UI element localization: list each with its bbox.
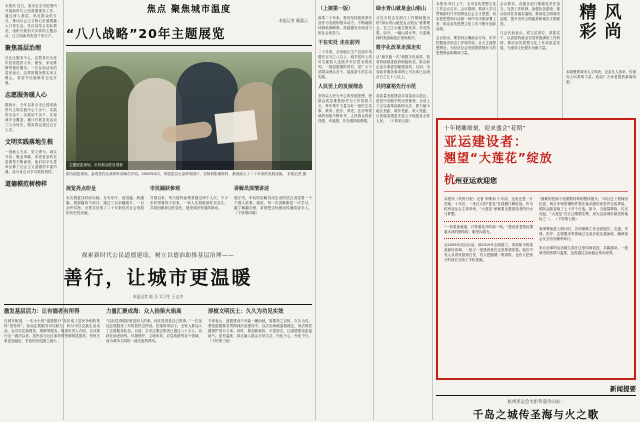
mid2-body-3: 高质量发展建设共同富裕示范区，是党中央赋予的光荣使命。全省上下正以改革创新的办法，着力缩小地区差距、城乡差距、收入差距，让发展成果更多更公平地惠及全体人民。 （下转第五版） bbox=[376, 94, 430, 123]
bottom-column-2 bbox=[106, 308, 202, 416]
featured-col-2 bbox=[539, 197, 628, 263]
news-digest-sub: 杭州亚运会火炬传递舟山站： bbox=[507, 400, 565, 405]
top-kicker: 焦点 聚焦城市温度 bbox=[146, 5, 232, 15]
section-masthead bbox=[566, 4, 636, 66]
right1-body-1: 本报讯 昨日上午，全市宣传思想文化工作会议召开。会议强调，要深入学习贯彻新时代中国特色社会主义思想，切实把思想和行动统一到中央决策部署上来，推动宣传思想文化工作不断开创新局面。 bbox=[436, 2, 496, 31]
mid2-body-1: 习近平同志在浙江工作期间提出的“绿水青山就是金山银山”重要理念，在之江大地生根发芽、开花结果。如今，一幅山清水秀、天蓝地绿的美丽画卷正徐徐展开。 bbox=[376, 16, 430, 40]
column-rule bbox=[497, 0, 498, 118]
column-rule bbox=[315, 0, 316, 420]
photo-figure bbox=[128, 78, 182, 170]
sub-column-2 bbox=[150, 186, 228, 252]
top-strip bbox=[64, 0, 314, 26]
mid1-heading-1: （上接第一版） bbox=[318, 6, 354, 12]
divider bbox=[4, 304, 312, 305]
photo-caption: 图为展览现场，参观者在认真聆听讲解员介绍。2006年8月，该展览以大量珍贵图片、实物和影像资料，系统展示了二十年来的发展成就。 本报记者 摄 bbox=[66, 172, 307, 176]
sub-body-3: 展厅内，年轻的讲解员用生动的语言讲述着一个个感人故事。她说，每一次讲解都是一次学习，越了解越自豪，希望把这份感动传递给更多人。 （下转第四版） bbox=[234, 196, 312, 215]
column-rule bbox=[373, 0, 374, 420]
featured-tag bbox=[444, 171, 497, 187]
featured-title-line-2: 翘望“大莲花”绽放 bbox=[444, 151, 553, 165]
lead-photo bbox=[66, 52, 312, 170]
mid2-heading-3: 共同富裕先行示范 bbox=[376, 84, 417, 90]
featured-body-4: 赛事筹备进入倒计时，各项保障工作全面展开。交通、安保、医疗、志愿服务等领域已完成多轮实战演练，确保赛会安全有序顺利举行。 bbox=[539, 227, 628, 241]
mid1-heading-3: 人民至上的发展理念 bbox=[318, 84, 364, 90]
featured-kicker: 十年精雕细刻，迎来盛会“花期” bbox=[444, 126, 526, 132]
news-digest-label: 新闻提要 bbox=[436, 384, 636, 396]
featured-tag-char: 杭 bbox=[444, 173, 455, 186]
featured-col-1 bbox=[444, 197, 533, 263]
sub-heading-1: 展览亮点纷呈 bbox=[66, 186, 97, 192]
photo-figure bbox=[272, 68, 312, 170]
bottom-body-1: 在城东街道，一本小小的“道德银行”存折成了居民争相收集的“香饽饽”。参加志愿服务可以积分，积分可以兑换生活用品，也可以兑换理发、维修等服务。街道负责人介绍，自从推行这一做法以来，居民参与社区事务的热情明显提高，邻里关系更加融洽，矛盾纠纷也随之减少。 bbox=[4, 319, 100, 343]
featured-story-box bbox=[436, 118, 636, 380]
main-headline-box bbox=[66, 24, 312, 48]
sub-body-1: 本次展览以时间为轴，分为序厅、奋进篇、跨越篇、展望篇四个部分，通过三百余幅图片、一百余件实物，全景式呈现了二十年来经济社会发展的历史性成就。 bbox=[66, 196, 144, 215]
masthead-line-2: 彩 尚 bbox=[579, 22, 623, 42]
left-heading-4: 道德模范树榜样 bbox=[5, 181, 48, 188]
left-body-2: 在社区服务中心，志愿者们为老年居民提供义诊、理发、家电维修等便民服务。一位参加活动的居民表示，这样的服务既实用又暖心，希望今后能够常态化开展。 bbox=[5, 56, 57, 85]
middle-column-2 bbox=[376, 2, 430, 418]
second-story-byline: 本报记者 陆 乐 实习生 王志杰 bbox=[132, 294, 184, 299]
sub-heading-3: 讲解员深情讲述 bbox=[234, 186, 270, 192]
left-heading-3: 文明实践落地生根 bbox=[5, 139, 54, 146]
left-heading-1: 聚焦基层治理 bbox=[5, 45, 42, 52]
left-body-3: 据统计，今年以来全市已建成新时代文明实践中心十余个、实践所百余个、实践站千余个，实现城乡全覆盖，累计开展各类活动三万余场次，服务群众超过百万人次。 bbox=[5, 103, 57, 132]
second-story-lead: 探索新时代公民道德建设，树立以德治助推基层治理—— bbox=[81, 253, 235, 259]
column-rule bbox=[562, 0, 563, 118]
photo-figure bbox=[76, 66, 136, 170]
sub-heading-2: 市民踊跃参观 bbox=[150, 186, 181, 192]
featured-body-5: 来自全球的运动健儿将在这里同场竞技，共襄盛举。一座城市的热情与温度，也将通过这场盛会传向世界。 bbox=[539, 246, 628, 255]
bottom-column-1 bbox=[4, 308, 100, 416]
bottom-body-3: 专家表示，道德建设不可能一蹴而就，需要持之以恒、久久为功。要把道德要求贯彻到法治建设中，以法治承载道德理念，用法律武器保护善行义举。同时，要创新载体、丰富形式，让道德建设更接地气、更有温度，真正融入群众日常生活，内化于心、外化于行。 （下转第三版） bbox=[208, 319, 312, 343]
featured-body-1: 本报讯《杭州日报》记者 李维和 十年前，这里还是一片荒地；十年后，一朵巨大的“莲花”在钱塘江畔绽放。作为杭州亚运会主体育场，“大莲花”承载着无数建设者的汗水与梦想。 bbox=[444, 197, 533, 216]
column-rule bbox=[432, 0, 433, 420]
bottom-heading-1: 激发基层活力：让有德者有所得 bbox=[4, 309, 80, 315]
left-heading-2: 志愿服务暖人心 bbox=[5, 92, 48, 99]
right2-body-2: 与会代表表示，将立足岗位、真抓实干，以高度的政治自觉和饱满的工作热情，推动宣传思想文化工作高质量发展，为建设文化强市贡献力量。 bbox=[500, 31, 560, 50]
bottom-heading-2: 力量汇聚成海：众人拾柴火焰高 bbox=[106, 309, 182, 315]
bottom-heading-3: 厚植文明沃土：久久为功见实效 bbox=[208, 309, 284, 315]
right2-body-1: 会议要求，各级各部门要强化责任担当，完善工作机制，加强队伍建设，推动各项任务落实落细。要深化文明城市创建，提升市民文明素养和城市文明程度。 bbox=[500, 2, 560, 26]
left-body-4: 一批助人为乐、见义勇为、诚实守信、敬业奉献、孝老爱亲的先进典型不断涌现，他们用平凡善举诠释了社会主义道德的丰富内涵，成为身边可学可做的榜样。 bbox=[5, 150, 57, 174]
sub-column-1 bbox=[66, 186, 144, 252]
featured-body-columns bbox=[444, 197, 628, 263]
featured-quote: “一切准备就绪，只等着花开的那一刻。”建设者老张抚摸着冰凉的钢结构，眼里闪着光。 bbox=[444, 221, 533, 239]
featured-body-3: “最难的是那个屋面钢结构的整体提升。”项目总工程师回忆说，两万多吨的钢构件要在毫米级的误差内完成拼装，团队连续奋战了七十多个日夜。如今，当夜幕降临，灯光亮起，“大莲花”在江边熠熠生辉，成为这座城市最美的地标之一。 （下转第七版） bbox=[539, 197, 628, 221]
divider bbox=[444, 191, 628, 192]
bottom-body-2: “以前觉得做好事是别人的事，现在觉得是自己的事。”一位参加志愿服务三年的居民这样说。在她的带动下，全家人都加入了志愿服务队伍。目前，全市注册志愿者已超过八十万人，活跃在助老助残、环境保护、文明劝导、应急救援等各个领域，成为城市文明的一道亮丽风景线。 bbox=[106, 319, 202, 343]
second-story-headline: 善行，让城市更温暖 bbox=[63, 267, 253, 289]
mid1-body-2: 二十年来，全省地区生产总值年均增长百分之八以上，城乡居民人均可支配收入连续多年位居全国前列。一组组数据的背后，是广大干部群众埋头苦干、接续奋斗的生动实践。 bbox=[318, 50, 372, 79]
sub-body-2: 开展以来，每天接待参观者超过两千人次。不少市民带着孩子前来，一家人在展板前驻足良久，共同回顾身边的变化，感受城市发展的脉动。 bbox=[150, 196, 228, 210]
bottom-column-3 bbox=[208, 308, 312, 416]
featured-tag-rest: 州亚运欢迎您 bbox=[455, 177, 497, 185]
featured-body-2: 从2009年项目启动，到2019年全面竣工，再到如今的赛前最后冲刺，一批又一批建设者在这里挥洒青春。他们中有人从青丝熬到白发，有人把婚期一推再推，也有人把孩子的成长交给了手机视频。 bbox=[444, 243, 533, 262]
top-byline: 本报记者 戴惠云 bbox=[278, 18, 308, 23]
featured-title-line-1: 亚运建设者： bbox=[444, 135, 529, 150]
second-story-header bbox=[4, 252, 312, 304]
masthead-line-1: 精 风 bbox=[579, 3, 623, 23]
mid2-body-2: 从“最多跑一次”到数字化改革，我省持续推进政府职能转变，群众和企业办事更加便捷高效。目前，全省政务服务事项网上可办率已达到百分之九十八以上。 bbox=[376, 55, 430, 79]
main-headline: “八八战略”20年主题展览 bbox=[66, 24, 312, 46]
right-column-1 bbox=[436, 2, 496, 120]
news-digest-headline: 千岛之城传圣海与火之歌 bbox=[472, 409, 600, 421]
right3-body: 本版聚焦城市人文风尚，记录凡人善举，传递向上向善的力量。欢迎广大读者提供新闻线索。 bbox=[566, 70, 636, 84]
photo-caption-overlay: 主题展览现场，市民群众驻足观看 bbox=[66, 161, 312, 170]
middle-column-1 bbox=[318, 2, 372, 418]
mid1-heading-2: 干在实处 走在前列 bbox=[318, 40, 360, 46]
photo-paper bbox=[215, 110, 258, 144]
mid2-heading-1: 绿水青山就是金山银山 bbox=[376, 6, 427, 12]
left-body-1: 本报讯 近日，我市在全市范围内开展新时代公民道德建设工作，通过深入基层、贴近群众的方式，推动社会主义核心价值观融入日常生活。各区县结合实际情况，组织开展形式多样的主题活动，让文明新风吹进千家万户。 bbox=[5, 4, 57, 38]
mid1-body-1: 改革二十年来，我省坚持把改革开放作为发展的根本动力，不断破除体制机制障碍，持续激发市场活力和社会创造力。 bbox=[318, 16, 372, 35]
right-column-2 bbox=[500, 2, 560, 120]
right-column-3 bbox=[566, 70, 636, 120]
right1-body-2: 会议指出，要坚持正确政治方向，牢牢把握意识形态工作领导权，壮大主流思想舆论，为经济社会发展提供强有力的思想保证和精神力量。 bbox=[436, 36, 496, 55]
news-digest-box bbox=[436, 384, 636, 421]
mid2-heading-2: 数字化改革走深走实 bbox=[376, 45, 422, 51]
mid1-body-3: 坚持以人民为中心的发展思想，把群众的急难愁盼作为工作的着力点，每年集中力量办好一批民生实事，教育、医疗、养老、住房等领域的短板不断补齐，人民群众的获得感、幸福感、安全感持续增强。 bbox=[318, 94, 372, 123]
sub-column-3 bbox=[234, 186, 312, 252]
